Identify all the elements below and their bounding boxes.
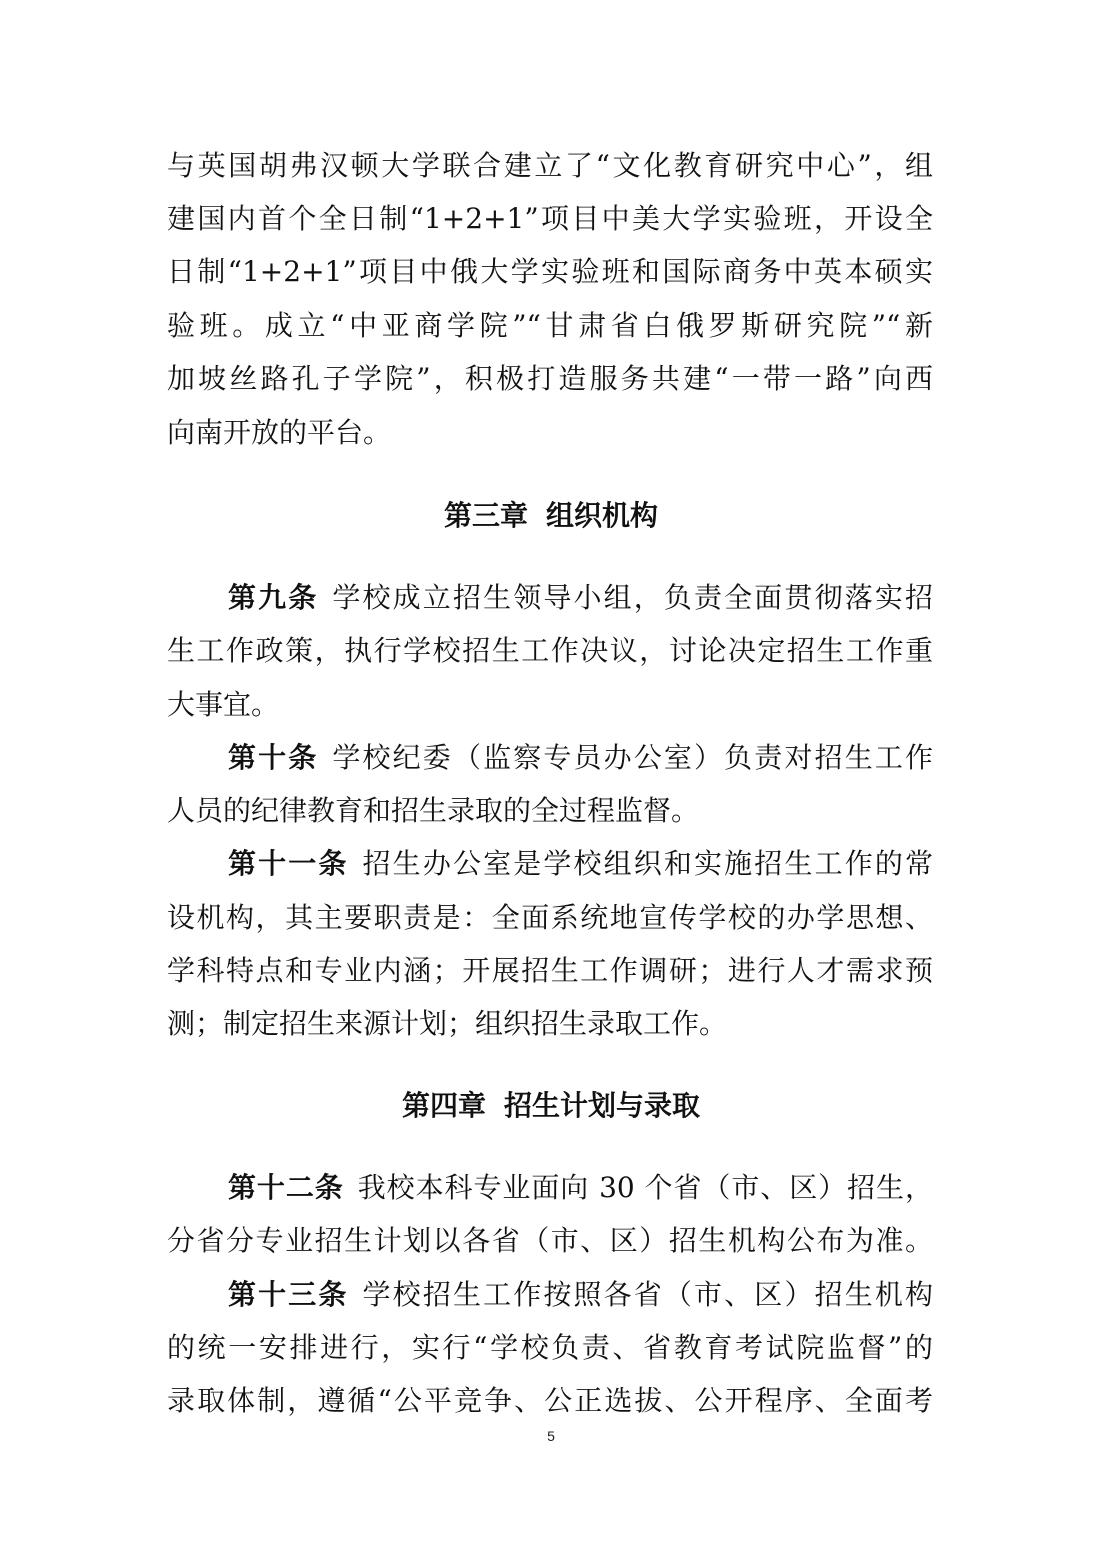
article-label: 第九条 bbox=[228, 581, 319, 614]
text-line: 分省分专业招生计划以各省（市、区）招生机构公布为准。 bbox=[167, 1224, 933, 1257]
text-line: 向南开放的平台。 bbox=[167, 416, 392, 449]
chapter-title: 组织机构 bbox=[546, 499, 659, 532]
chapter-number: 第四章 bbox=[401, 1089, 486, 1122]
text-line: 测；制定招生来源计划；组织招生录取工作。 bbox=[167, 1007, 728, 1040]
page-number: 5 bbox=[547, 1428, 555, 1444]
article-label: 第十三条 bbox=[228, 1278, 349, 1311]
article-text: 招生办公室是学校组织和实施招生工作的常 bbox=[362, 847, 933, 880]
text-line: 日制“1+2+1”项目中俄大学实验班和国际商务中英本硕实 bbox=[167, 255, 933, 288]
article-label: 第十二条 bbox=[228, 1171, 344, 1204]
text-line: 学科特点和专业内涵；开展招生工作调研；进行人才需求预 bbox=[167, 954, 933, 987]
article-text: 学校成立招生领导小组，负责全面贯彻落实招 bbox=[332, 581, 933, 614]
text-line: 加坡丝路孔子学院”，积极打造服务共建“一带一路”向西 bbox=[167, 362, 933, 395]
article-text: 学校招生工作按照各省（市、区）招生机构 bbox=[362, 1278, 933, 1311]
text-line: 的统一安排进行，实行“学校负责、省教育考试院监督”的 bbox=[167, 1331, 933, 1364]
article-first-line bbox=[228, 1275, 933, 1315]
chapter-heading bbox=[0, 496, 1102, 536]
article-label: 第十一条 bbox=[228, 847, 349, 880]
article-first-line bbox=[228, 578, 933, 618]
text-line: 设机构，其主要职责是：全面系统地宣传学校的办学思想、 bbox=[167, 901, 933, 934]
chapter-title: 招生计划与录取 bbox=[504, 1089, 701, 1122]
chapter-number: 第三章 bbox=[443, 499, 528, 532]
article-label: 第十条 bbox=[228, 741, 319, 774]
article-text: 学校纪委（监察专员办公室）负责对招生工作 bbox=[332, 741, 933, 774]
article-first-line bbox=[228, 738, 933, 778]
text-line: 人员的纪律教育和招生录取的全过程监督。 bbox=[167, 794, 700, 827]
text-line: 生工作政策，执行学校招生工作决议，讨论决定招生工作重 bbox=[167, 634, 933, 667]
article-first-line bbox=[228, 844, 933, 884]
chapter-heading bbox=[0, 1086, 1102, 1126]
article-text: 我校本科专业面向 30 个省（市、区）招生， bbox=[357, 1171, 933, 1204]
text-line: 大事宜。 bbox=[167, 688, 280, 721]
text-line: 录取体制，遵循“公平竞争、公正选拔、公开程序、全面考 bbox=[167, 1384, 933, 1417]
text-line: 验班。成立“中亚商学院”“甘肃省白俄罗斯研究院”“新 bbox=[167, 309, 933, 342]
article-first-line bbox=[228, 1168, 933, 1208]
text-line: 与英国胡弗汉顿大学联合建立了“文化教育研究中心”，组 bbox=[167, 149, 933, 182]
text-line: 建国内首个全日制“1+2+1”项目中美大学实验班，开设全 bbox=[167, 202, 933, 235]
